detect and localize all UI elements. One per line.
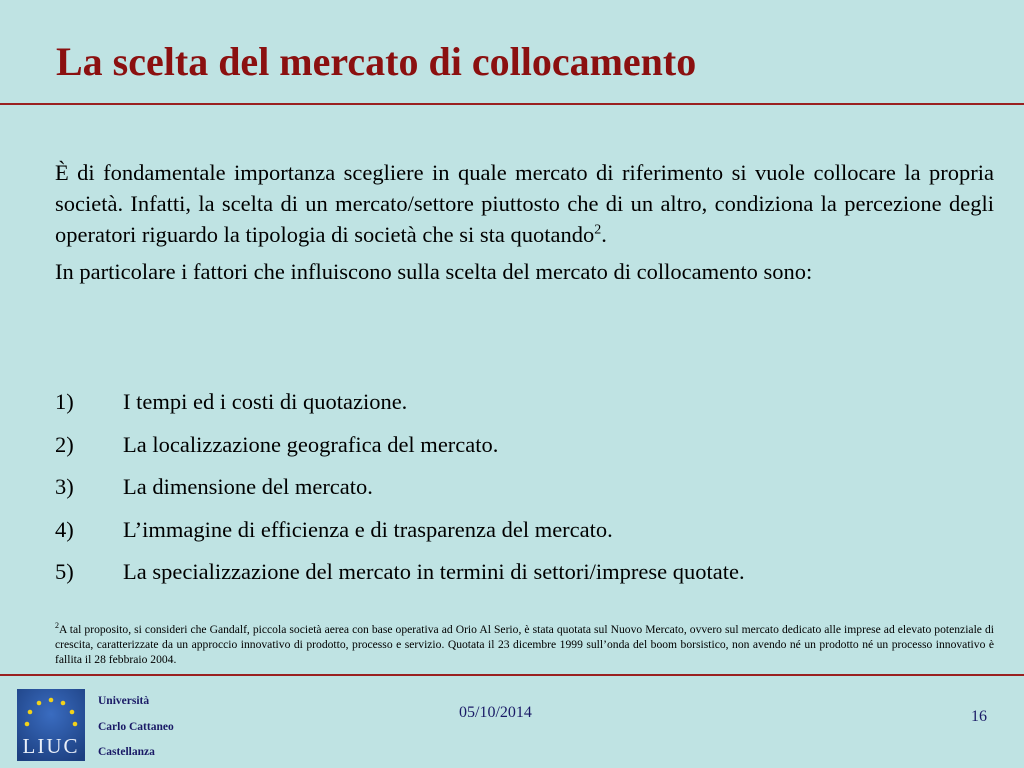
slide-date: 05/10/2014 (459, 704, 532, 721)
list-item-number: 1) (55, 389, 74, 414)
list-item-text: La specializzazione del mercato in termini di settori/imprese quotate. (123, 559, 745, 584)
factors-list (55, 386, 994, 599)
intro-paragraph: È di fondamentale importanza scegliere in quale mercato di riferimento si vuole collocare la propria società. Infatti, la scelta di un mercato/settore piuttosto che di un altro, condiziona la percezione degli operatori riguardo la tipologia di società che si sta quotando$^2$. (55, 160, 994, 247)
liuc-logo-icon (17, 689, 85, 761)
list-item-number: 5) (55, 559, 74, 584)
footnote-mark: 2 (55, 621, 59, 631)
list-item (55, 386, 994, 429)
footnote (55, 622, 994, 667)
list-item-text: I tempi ed i costi di quotazione. (123, 389, 408, 414)
list-item-text: La dimensione del mercato. (123, 474, 373, 499)
page-number: 16 (971, 708, 987, 725)
title-divider (0, 103, 1024, 105)
list-item-text: L’immagine di efficienza e di trasparenza del mercato. (123, 516, 613, 542)
footnote-text: A tal proposito, si consideri che Gandalf, piccola società aerea con base operativa ad Orio Al Serio, è stata quotata sul Nuovo Mercato, ovvero sul mercato dedicato alle imprese ad elevato potenziale di crescita, caratterizzate da un approccio innovativo di prodotto, processo e servizio. Quotata il 23 dicembre 1999 sull’onda del boom borsistico, non avendo né un prodotto né un processo innovativo è fallita il 28 febbraio 2004. (55, 623, 994, 666)
list-item-text: La localizzazione geografica del mercato. (123, 431, 499, 457)
slide-body (55, 157, 994, 293)
footnote-reference: 2 (594, 222, 602, 238)
logo-text: LIUC (22, 734, 80, 758)
university-line: Carlo Cattaneo (98, 720, 174, 733)
university-line: Castellanza (98, 746, 155, 758)
list-item (55, 471, 994, 514)
list-item (55, 429, 994, 472)
factors-intro-paragraph: In particolare i fattori che influiscono sulla scelta del mercato di collocamento sono: (55, 259, 813, 284)
university-line: Università (98, 695, 150, 707)
list-item-number: 2) (55, 431, 74, 457)
footer-divider (0, 674, 1024, 676)
slide-title: La scelta del mercato di collocamento (56, 39, 697, 84)
list-item (55, 556, 994, 599)
university-name (98, 689, 174, 766)
list-item-number: 4) (55, 516, 74, 542)
list-item-number: 3) (55, 474, 74, 499)
list-item (55, 514, 994, 557)
